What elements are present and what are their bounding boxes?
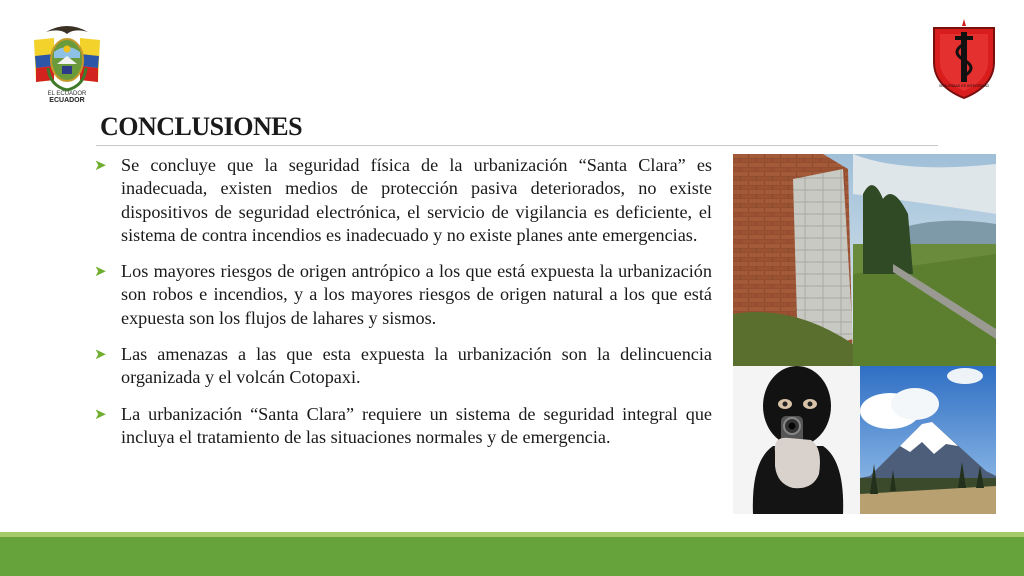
ecuador-coat-of-arms-logo	[24, 18, 110, 104]
arrowhead-bullet-icon: ➤	[94, 404, 107, 423]
bullet-text: Las amenazas a las que esta expuesta la urbanización son la delincuencia organizada y el volcán Cotopaxi.	[121, 344, 712, 388]
title-divider	[96, 145, 938, 146]
bullet-text: Se concluye que la seguridad física de la urbanización “Santa Clara” es inadecuada, existen medios de protección pasiva deteriorados, no existe dispositivos de seguridad electrónica, el servicio de vigilancia es deficiente, el sistema de contra incendios es inadecuado y no existe planes ante emergencias.	[121, 155, 712, 245]
brick-wall-photo	[733, 154, 996, 366]
cotopaxi-volcano-photo	[860, 366, 996, 514]
list-item	[94, 343, 712, 390]
list-item	[94, 260, 712, 330]
logo-caption: ECUADOR	[49, 97, 85, 104]
bullet-text: Los mayores riesgos de origen antrópico a los que está expuesta la urbanización son robos e incendios, y a los mayores riesgos de origen natural a los que está expuesta son los flujos de lahares y sismos.	[121, 261, 712, 328]
arrowhead-bullet-icon: ➤	[94, 262, 107, 281]
bullet-text: La urbanización “Santa Clara” requiere un sistema de seguridad integral que incluya el tratamiento de las situaciones normales y de emergencia.	[121, 403, 712, 447]
armed-robber-photo	[733, 366, 860, 514]
slide-title: CONCLUSIONES	[100, 112, 303, 141]
list-item	[94, 403, 712, 450]
list-item	[94, 154, 712, 247]
arrowhead-bullet-icon: ➤	[94, 156, 107, 174]
logo-motto: EL ECUADOR	[47, 91, 87, 97]
footer-bar	[0, 537, 1024, 576]
arrowhead-bullet-icon: ➤	[94, 345, 107, 364]
logo-caption: SEGURIDAD ES INTEGRIDAD	[938, 84, 990, 88]
conclusions-list	[94, 154, 712, 462]
institution-shield-logo	[928, 18, 1000, 100]
